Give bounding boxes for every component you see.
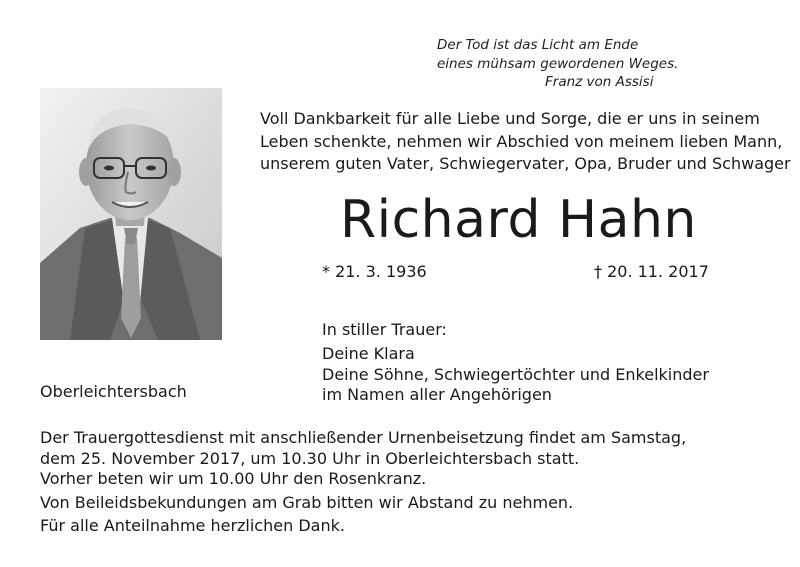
quote-line: eines mühsam gewordenen Weges.: [437, 55, 679, 72]
mourner-line: Deine Klara: [322, 344, 415, 363]
birth-date: * 21. 3. 1936: [322, 262, 427, 281]
service-line: Vorher beten wir um 10.00 Uhr den Rosenkranz.: [40, 469, 427, 488]
intro-text: [260, 108, 791, 176]
service-info: [40, 428, 780, 537]
deceased-name: Richard Hahn: [340, 190, 697, 250]
service-line: dem 25. November 2017, um 10.30 Uhr in Oberleichtersbach statt.: [40, 448, 580, 468]
mourner-line: Deine Söhne, Schwiegertöchter und Enkelkinder: [322, 364, 709, 384]
intro-line: unserem guten Vater, Schwiegervater, Opa, Bruder und Schwager: [260, 154, 791, 173]
service-line: Der Trauergottesdienst mit anschließender Urnenbeisetzung findet am Samstag,: [40, 428, 687, 447]
service-line: Für alle Anteilnahme herzlichen Dank.: [40, 516, 345, 535]
intro-line: Voll Dankbarkeit für alle Liebe und Sorge, die er uns in seinem: [260, 109, 760, 128]
epigraph-quote: [437, 36, 678, 92]
quote-line: Der Tod ist das Licht am Ende: [437, 37, 639, 53]
mourner-line: im Namen aller Angehörigen: [322, 385, 552, 404]
intro-line: Leben schenkte, nehmen wir Abschied von meinem lieben Mann,: [260, 131, 783, 151]
quote-author: Franz von Assisi: [545, 74, 654, 90]
mourners-list: [322, 344, 709, 406]
service-line: Von Beileidsbekundungen am Grab bitten wir Abstand zu nehmen.: [40, 492, 574, 512]
death-date: † 20. 11. 2017: [594, 262, 709, 281]
portrait-photo: [40, 88, 222, 340]
mourning-heading: In stiller Trauer:: [322, 320, 447, 339]
place-name: Oberleichtersbach: [40, 382, 187, 401]
